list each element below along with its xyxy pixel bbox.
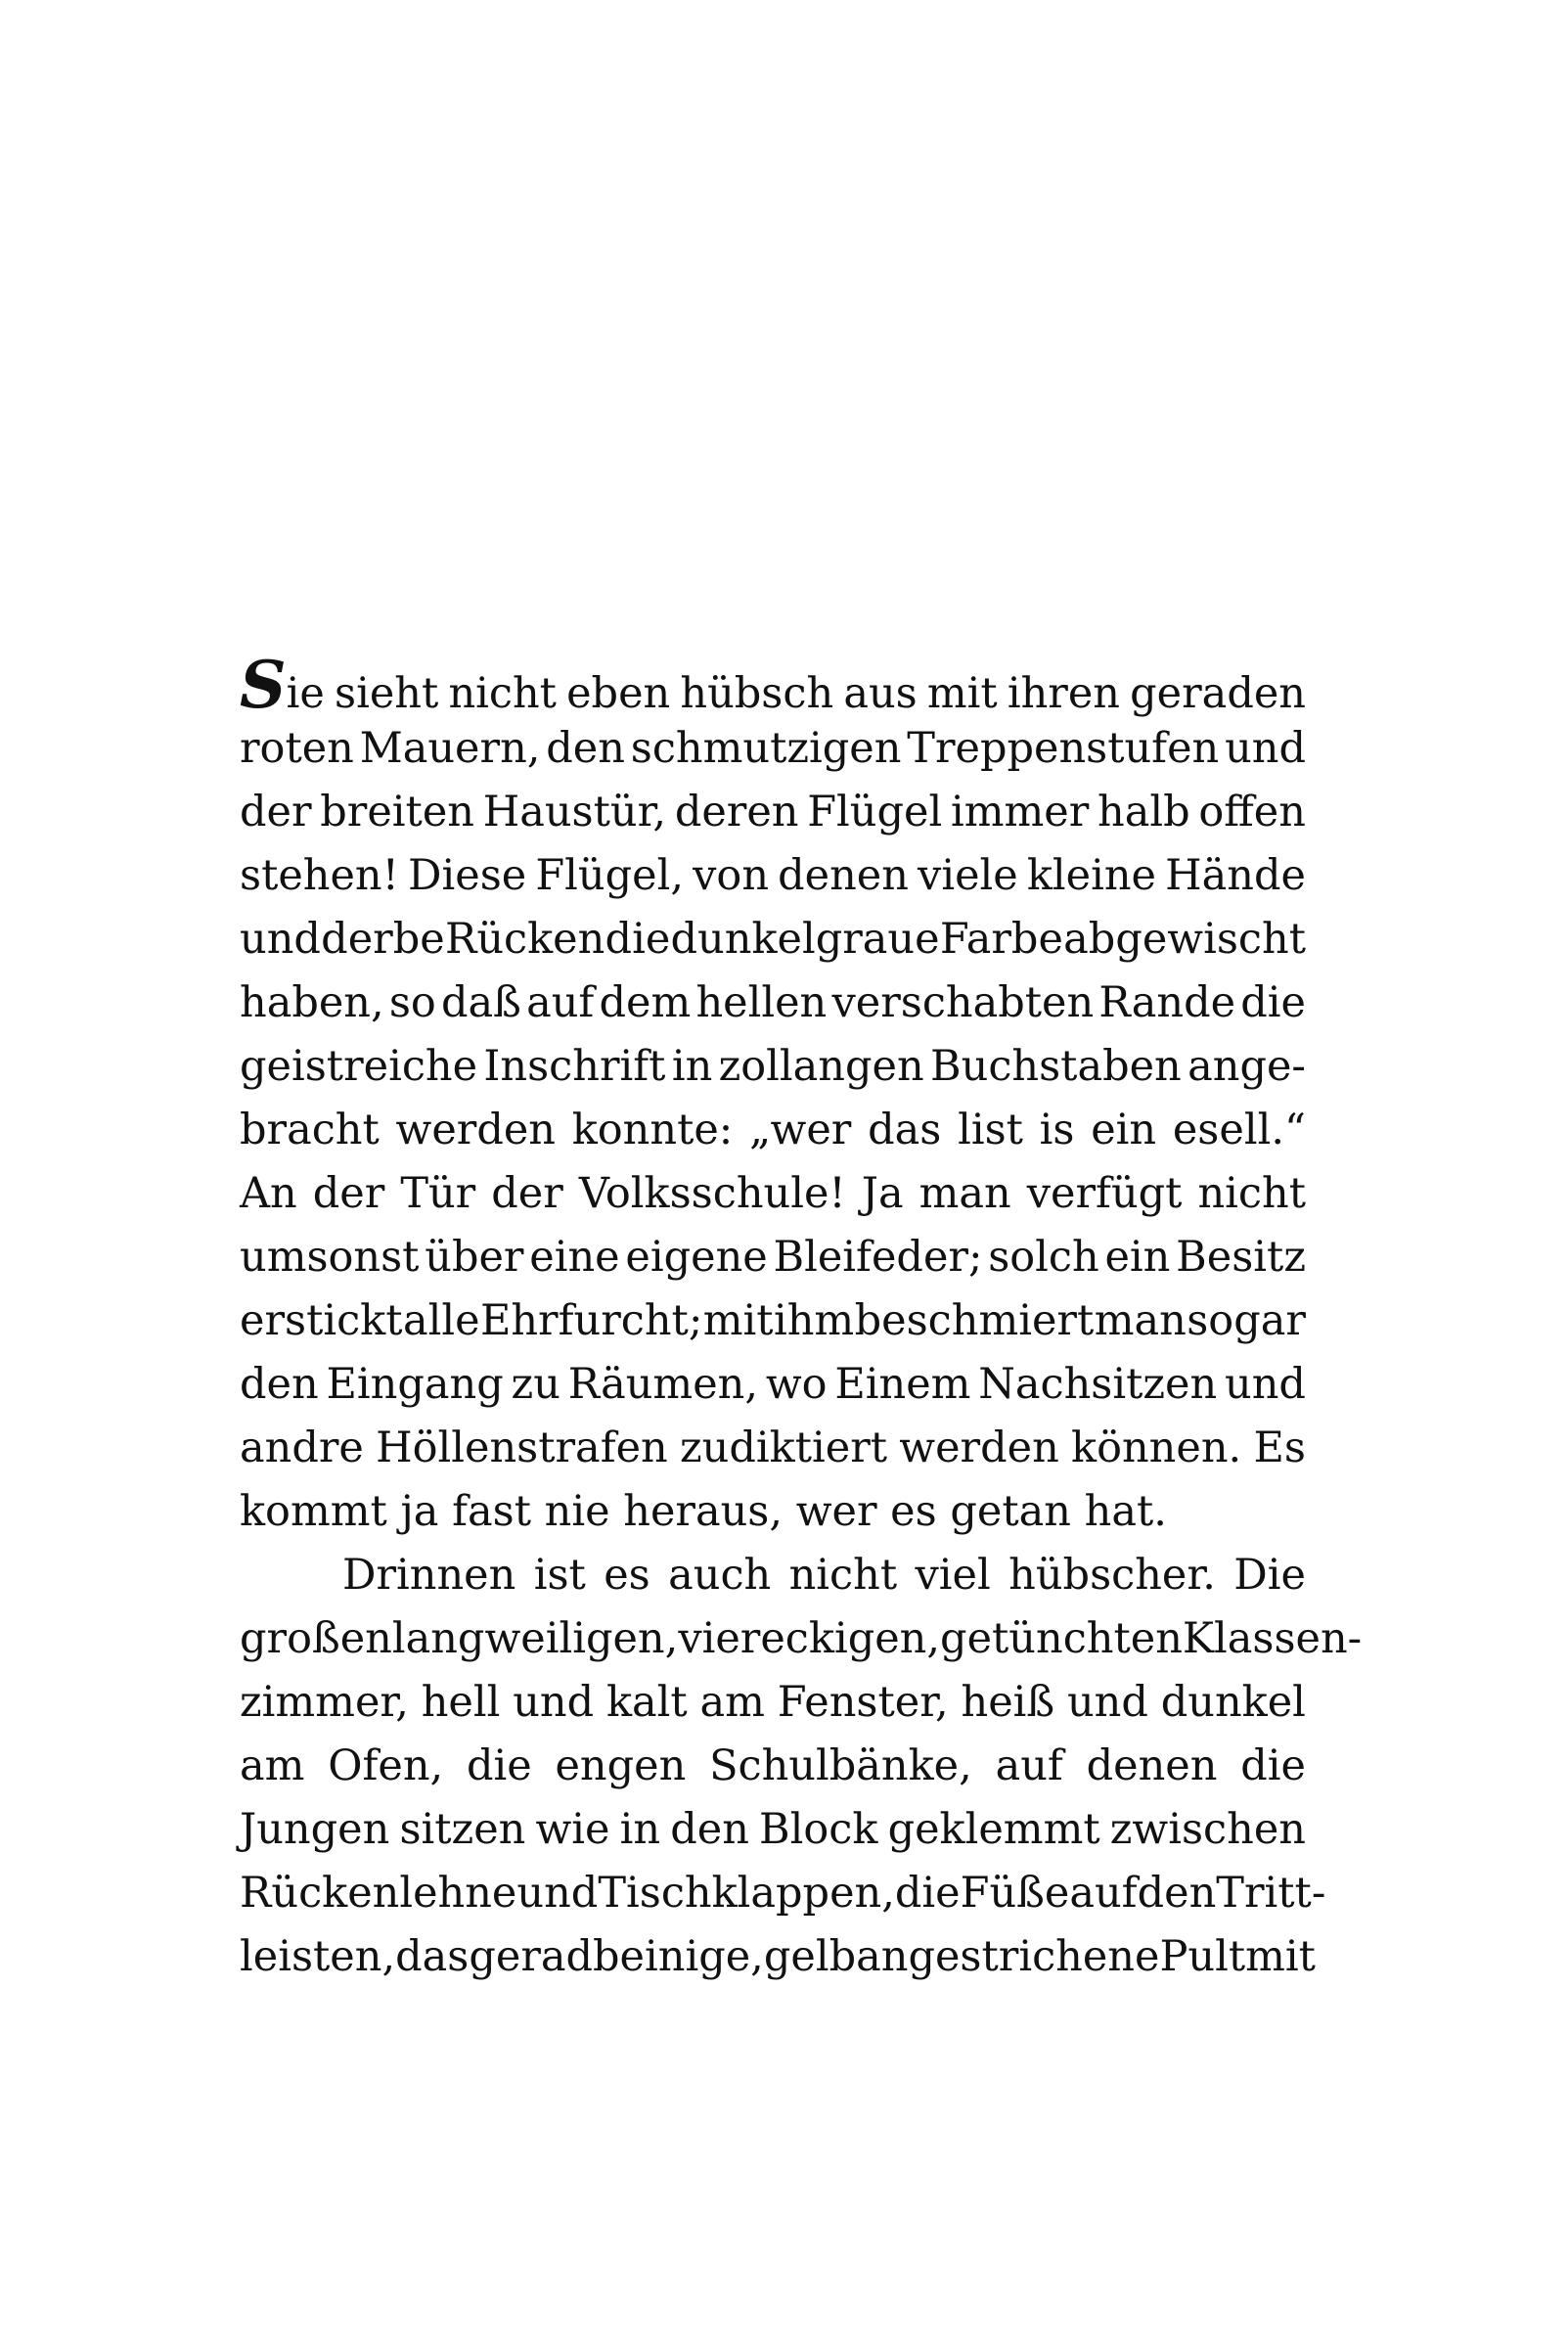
word: Bleifeder; xyxy=(773,1233,983,1282)
word: wer xyxy=(795,1487,877,1536)
word: wie xyxy=(535,1805,610,1854)
body-text xyxy=(240,647,1363,1989)
word: alle xyxy=(402,1296,480,1345)
word: Mauern, xyxy=(359,724,541,773)
word: Eingang xyxy=(326,1360,504,1409)
word: Einem xyxy=(834,1360,971,1409)
word: geradbeinige, xyxy=(469,1932,764,1981)
word: kleine xyxy=(1026,851,1157,900)
word: heiß xyxy=(961,1678,1055,1727)
word: das xyxy=(395,1932,470,1981)
word: so xyxy=(388,978,436,1027)
word: die xyxy=(894,1869,961,1918)
word: die xyxy=(466,1741,532,1790)
word: zimmer, xyxy=(240,1678,409,1727)
word: ist xyxy=(533,1551,586,1600)
word: beschmiert xyxy=(854,1296,1095,1345)
word: nicht xyxy=(448,669,557,718)
word: nie xyxy=(544,1487,610,1536)
word: Farbe xyxy=(939,915,1063,964)
paragraph-2 xyxy=(240,1544,1363,1989)
word: und xyxy=(1225,1360,1306,1409)
word: zollangen xyxy=(718,1042,924,1091)
word: esell.“ xyxy=(1172,1106,1306,1154)
word: fast xyxy=(452,1487,531,1536)
word: über xyxy=(425,1233,524,1282)
text-line xyxy=(240,1162,1306,1226)
word: denen xyxy=(1086,1741,1218,1790)
word: getünchten xyxy=(940,1614,1183,1663)
word: und xyxy=(513,1678,595,1727)
word: man xyxy=(1094,1296,1187,1345)
word: hübsch xyxy=(680,669,834,718)
word: verfügt xyxy=(1026,1169,1183,1218)
paragraph-1 xyxy=(240,647,1306,1544)
word: Flügel xyxy=(807,788,943,836)
text-line xyxy=(240,1035,1306,1099)
word: leisten, xyxy=(240,1932,396,1981)
word: Die xyxy=(1233,1551,1306,1600)
word: engen xyxy=(555,1741,687,1790)
text-line xyxy=(240,1226,1306,1289)
word: Ofen, xyxy=(328,1741,444,1790)
word: eigene xyxy=(625,1233,768,1282)
word: verschabten xyxy=(831,978,1095,1027)
word: daß xyxy=(441,978,521,1027)
text-line xyxy=(240,1862,1326,1925)
word: Rückenlehne xyxy=(240,1869,517,1918)
word: den xyxy=(1137,1869,1217,1918)
word: breiten xyxy=(320,788,474,836)
word: Buchstaben xyxy=(930,1042,1182,1091)
word: am xyxy=(240,1741,305,1790)
word: offen xyxy=(1198,788,1306,836)
word: Höllenstrafen xyxy=(376,1424,668,1472)
word: hellen xyxy=(695,978,828,1027)
word: Schulbänke, xyxy=(709,1741,972,1790)
word: Inschrift xyxy=(483,1042,666,1091)
word: werden xyxy=(395,1106,556,1154)
word: Tischklappen, xyxy=(598,1869,895,1918)
word: zudiktiert xyxy=(680,1424,888,1472)
word: es xyxy=(604,1551,650,1600)
word: und xyxy=(516,1869,599,1918)
word: Tritt- xyxy=(1216,1869,1326,1918)
word: wo xyxy=(765,1360,828,1409)
word: umsonst xyxy=(240,1233,420,1282)
word: viele xyxy=(918,851,1018,900)
word: ihren xyxy=(1007,669,1120,718)
text-line xyxy=(240,717,1306,781)
word: können. xyxy=(1071,1424,1242,1472)
word: andre xyxy=(240,1424,364,1472)
word: An xyxy=(240,1169,297,1218)
word: geklemmt xyxy=(887,1805,1100,1854)
word: langweiligen, xyxy=(391,1614,679,1663)
word: haben, xyxy=(240,978,384,1027)
word: den xyxy=(240,1360,319,1409)
text-line xyxy=(240,1417,1306,1480)
word: Sie xyxy=(240,647,325,723)
text-line xyxy=(240,1735,1306,1798)
word: kommt xyxy=(240,1487,387,1536)
word: roten xyxy=(240,724,354,773)
word: die xyxy=(1240,978,1306,1027)
word: und xyxy=(1066,1678,1148,1727)
word: solch xyxy=(988,1233,1099,1282)
word: konnte: xyxy=(571,1106,734,1154)
word: Ehrfurcht; xyxy=(479,1296,703,1345)
text-line xyxy=(240,844,1306,908)
word: getan xyxy=(950,1487,1071,1536)
word: der xyxy=(312,1169,385,1218)
word: zwischen xyxy=(1109,1805,1306,1854)
word: den xyxy=(670,1805,749,1854)
word: Volksschule! xyxy=(578,1169,846,1218)
word: Block xyxy=(759,1805,878,1854)
word: mit xyxy=(702,1296,774,1345)
word: hübscher. xyxy=(1008,1551,1216,1600)
word: schmutzigen xyxy=(630,724,902,773)
word: Räumen, xyxy=(567,1360,759,1409)
word: bracht xyxy=(240,1106,380,1154)
word: Hände xyxy=(1165,851,1306,900)
word: eben xyxy=(566,669,671,718)
word: halb xyxy=(1098,788,1190,836)
word: Tür xyxy=(400,1169,476,1218)
word: sogar xyxy=(1187,1296,1306,1345)
word: Ja xyxy=(861,1169,904,1218)
word: Füße xyxy=(960,1869,1070,1918)
word: aus xyxy=(843,669,918,718)
text-line xyxy=(240,908,1306,972)
text-line xyxy=(240,1671,1306,1735)
word: auf xyxy=(995,1741,1063,1790)
word: auf xyxy=(526,978,595,1027)
text-line xyxy=(240,781,1306,844)
word: Jungen xyxy=(240,1805,390,1854)
word: dunkel xyxy=(1160,1678,1306,1727)
word: auch xyxy=(668,1551,772,1600)
word: Besitz xyxy=(1176,1233,1306,1282)
word: immer xyxy=(950,788,1090,836)
word: die xyxy=(605,915,671,964)
word: auf xyxy=(1069,1869,1138,1918)
word: geraden xyxy=(1130,669,1306,718)
text-line xyxy=(240,1544,1306,1607)
word: die xyxy=(1240,1741,1306,1790)
text-line xyxy=(240,647,1306,723)
word: dunkelgraue xyxy=(670,915,940,964)
text-line xyxy=(240,1099,1306,1162)
word: werden xyxy=(899,1424,1059,1472)
word: mit xyxy=(1245,1932,1316,1981)
word: heraus, xyxy=(623,1487,784,1536)
word: Klassen- xyxy=(1182,1614,1363,1663)
word: ja xyxy=(400,1487,439,1536)
word: hat. xyxy=(1084,1487,1167,1536)
word: Rücken xyxy=(444,915,605,964)
word: viereckigen, xyxy=(678,1614,941,1663)
text-line xyxy=(240,1925,1316,1989)
text-line xyxy=(240,1607,1363,1671)
word: deren xyxy=(674,788,799,836)
word: Pult xyxy=(1159,1932,1246,1981)
initial-letter: S xyxy=(240,647,287,723)
word: erstickt xyxy=(240,1296,403,1345)
word: derbe xyxy=(321,915,445,964)
word: ihm xyxy=(773,1296,855,1345)
word: stehen! xyxy=(240,851,399,900)
word: Haustür, xyxy=(482,788,667,836)
word: kalt xyxy=(605,1678,688,1727)
word: und xyxy=(1225,724,1306,773)
word: Fenster, xyxy=(777,1678,949,1727)
word: nicht xyxy=(1197,1169,1306,1218)
word: ange- xyxy=(1187,1042,1306,1091)
word: sieht xyxy=(335,669,439,718)
text-line xyxy=(240,1289,1306,1353)
word: geistreiche xyxy=(240,1042,478,1091)
word: sitzen xyxy=(399,1805,526,1854)
word: Flügel, xyxy=(535,851,685,900)
word: abgewischt xyxy=(1063,915,1306,964)
word: den xyxy=(546,724,625,773)
word: eine xyxy=(529,1233,620,1282)
word: mit xyxy=(926,669,998,718)
text-line xyxy=(240,1353,1306,1417)
word: Treppenstufen xyxy=(907,724,1220,773)
word: es xyxy=(890,1487,937,1536)
word: „wer xyxy=(749,1106,852,1154)
word: Es xyxy=(1253,1424,1306,1472)
word: gelb xyxy=(763,1932,857,1981)
word: großen xyxy=(240,1614,392,1663)
word: zu xyxy=(511,1360,560,1409)
word: von xyxy=(693,851,770,900)
text-line xyxy=(240,1480,1306,1544)
word: list xyxy=(958,1106,1023,1154)
word: Rande xyxy=(1098,978,1236,1027)
word: am xyxy=(699,1678,765,1727)
word: der xyxy=(491,1169,563,1218)
word: Diese xyxy=(408,851,527,900)
word: is xyxy=(1039,1106,1075,1154)
word: viel xyxy=(915,1551,991,1600)
word: nicht xyxy=(788,1551,898,1600)
word: der xyxy=(240,788,312,836)
word: ein xyxy=(1091,1106,1157,1154)
word: das xyxy=(868,1106,942,1154)
word: in xyxy=(619,1805,661,1854)
word: Drinnen xyxy=(342,1551,516,1600)
word: hell xyxy=(421,1678,501,1727)
word: und xyxy=(240,915,321,964)
word: angestrichene xyxy=(856,1932,1160,1981)
word: dem xyxy=(599,978,692,1027)
word: denen xyxy=(778,851,909,900)
text-line xyxy=(240,972,1306,1035)
word: Nachsitzen xyxy=(978,1360,1218,1409)
word: ein xyxy=(1104,1233,1171,1282)
word: in xyxy=(671,1042,713,1091)
text-line xyxy=(240,1798,1306,1862)
word: man xyxy=(918,1169,1011,1218)
